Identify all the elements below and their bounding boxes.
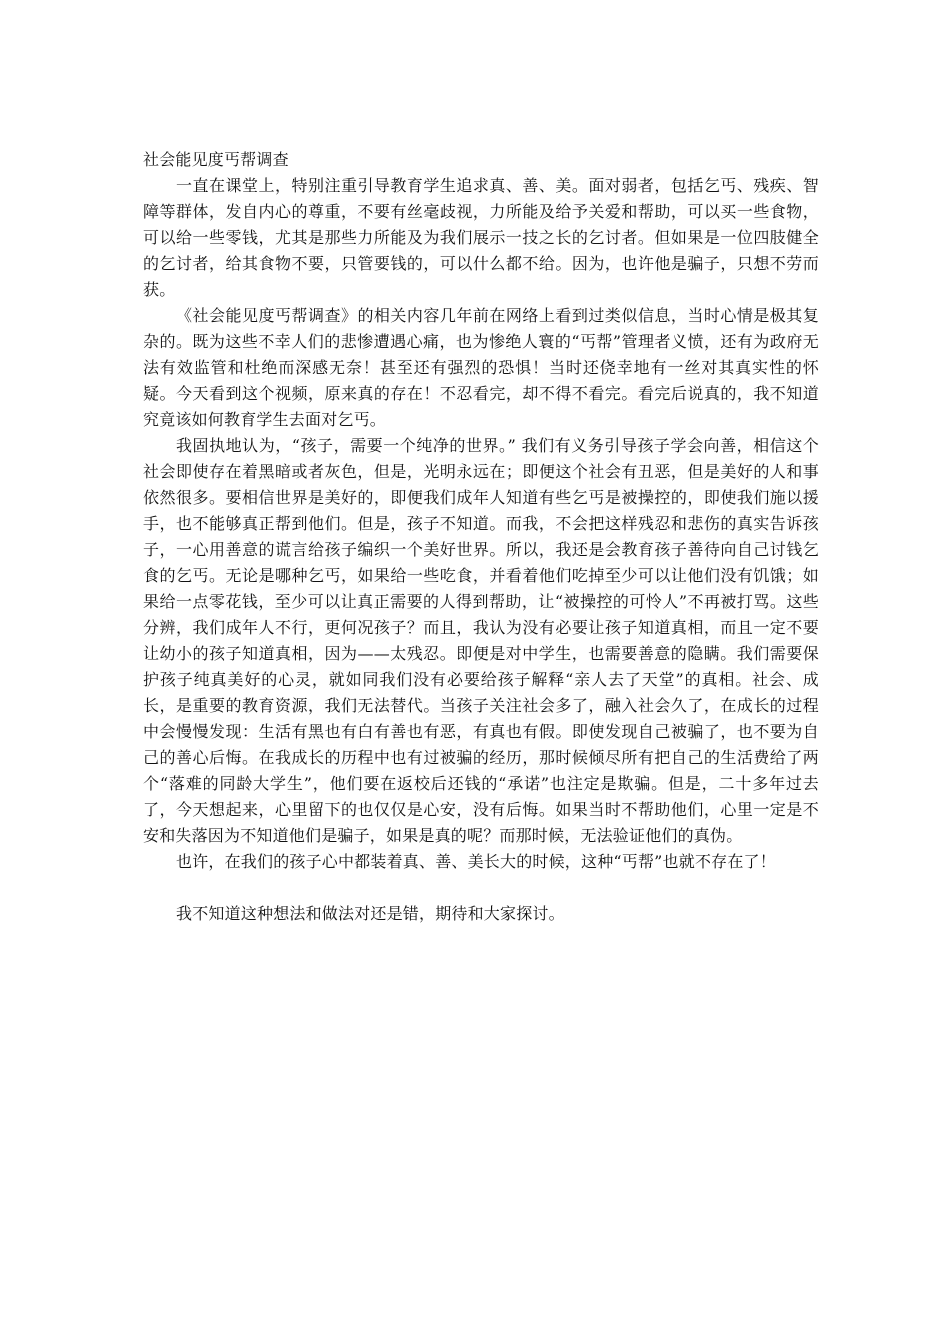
paragraph-1: 一直在课堂上，特别注重引导教育学生追求真、善、美。面对弱者，包括乞丐、残疾、智障等群体，发自内心的尊重，不要有丝毫歧视，力所能及给予关爱和帮助，可以买一些食物，可以给一些零钱，尤其是那些力所能及为我们展示一技之长的乞讨者。但如果是一位四肢健全的乞讨者，给其食物不要，只管要钱的，可以什么都不给。因为，也许他是骗子，只想不劳而获。 (143, 176, 819, 299)
paragraph-4: 也许，在我们的孩子心中都装着真、善、美长大的时候，这种“丐帮”也就不存在了！ (176, 852, 776, 871)
paragraph-3: 我固执地认为，“孩子，需要一个纯净的世界。” 我们有义务引导孩子学会向善，相信这个社会即使存在着黑暗或者灰色，但是，光明永远在；即便这个社会有丑恶，但是美好的人和事依然很多。要相信世界是美好的，即便我们成年人知道有些乞丐是被操控的，即使我们施以援手，也不能够真正帮到他们。但是，孩子不知道。而我，不会把这样残忍和悲伤的真实告诉孩子，一心用善意的谎言给孩子编织一个美好世界。所以，我还是会教育孩子善待向自己讨钱乞食的乞丐。无论是哪种乞丐，如果给一些吃食，并看着他们吃掉至少可以让他们没有饥饿；如果给一点零花钱，至少可以让真正需要的人得到帮助，让“被操控的可怜人”不再被打骂。这些分辨，我们成年人不行，更何况孩子？而且，我认为没有必要让孩子知道真相，而且一定不要让幼小的孩子知道真相，因为——太残忍。即便是对中学生，也需要善意的隐瞒。我们需要保护孩子纯真美好的心灵，就如同我们没有必要给孩子解释“亲人去了天堂”的真相。社会、成长，是重要的教育资源，我们无法替代。当孩子关注社会多了，融入社会久了，在成长的过程中会慢慢发现：生活有黑也有白有善也有恶，有真也有假。即使发现自己被骗了，也不要为自己的善心后悔。在我成长的历程中也有过被骗的经历，那时候倾尽所有把自己的生活费给了两个“落难的同龄大学生”，他们要在返校后还钱的“承诺”也注定是欺骗。但是，二十多年过去了，今天想起来，心里留下的也仅仅是心安，没有后悔。如果当时不帮助他们，心里一定是不安和失落因为不知道他们是骗子，如果是真的呢？而那时候，无法验证他们的真伪。 (143, 436, 819, 845)
document-title: 社会能见度丐帮调查 (143, 150, 289, 169)
document-body (143, 147, 819, 927)
paragraph-5: 我不知道这种想法和做法对还是错，期待和大家探讨。 (176, 904, 565, 923)
paragraph-2: 《社会能见度丐帮调查》的相关内容几年前在网络上看到过类似信息，当时心情是极其复杂的。既为这些不幸人们的悲惨遭遇心痛，也为惨绝人寰的“丐帮”管理者义愤，还有为政府无法有效监管和杜绝而深感无奈！甚至还有强烈的恐惧！当时还侥幸地有一丝对其真实性的怀疑。今天看到这个视频，原来真的存在！不忍看完，却不得不看完。看完后说真的，我不知道究竟该如何教育学生去面对乞丐。 (143, 306, 819, 429)
